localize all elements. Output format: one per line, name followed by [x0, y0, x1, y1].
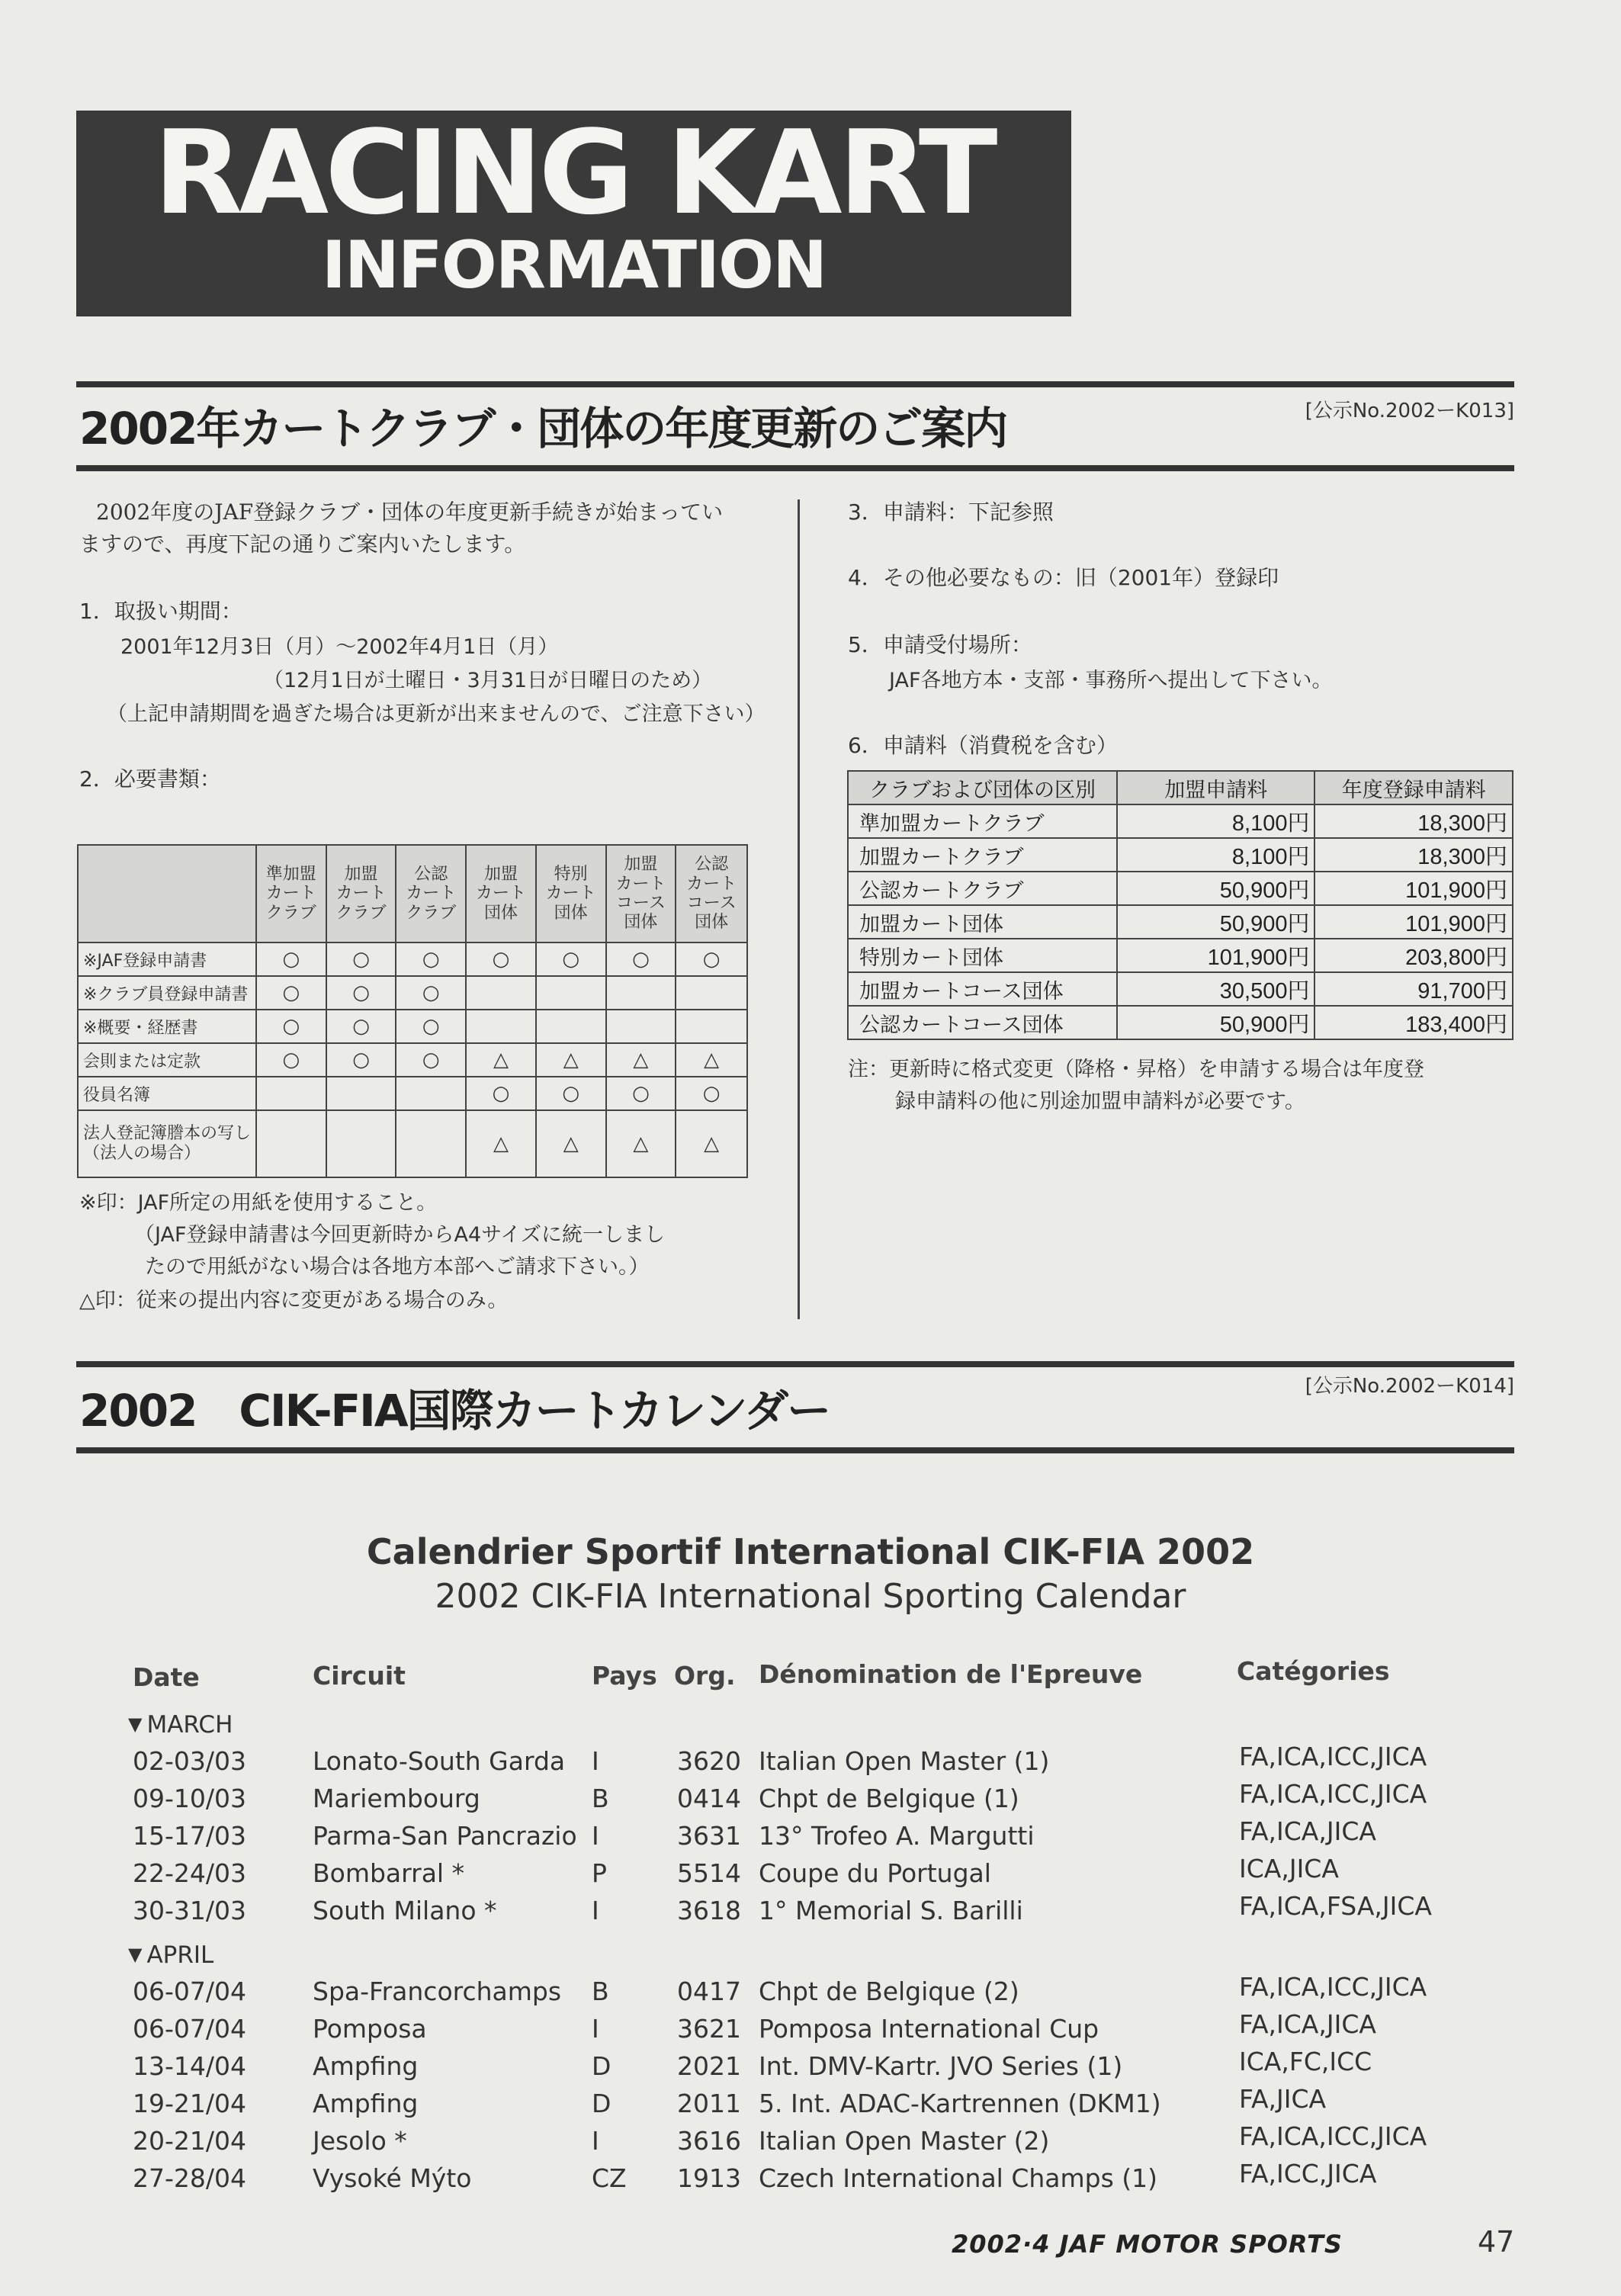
fee-table	[847, 770, 1513, 1040]
mark-cell: ○	[606, 1077, 676, 1110]
event-org: 3631	[677, 1821, 741, 1851]
table-row	[0, 2009, 1621, 2050]
event-circuit: Jesolo *	[313, 2126, 407, 2156]
table-row	[78, 1110, 747, 1177]
fee-join: 8,100円	[1117, 804, 1315, 838]
event-org: 0414	[677, 1784, 741, 1813]
event-country: B	[592, 1976, 609, 2006]
fee-join: 101,900円	[1117, 939, 1315, 972]
calendar-title-english: 2002 CIK-FIA International Sporting Calendar	[435, 1577, 1186, 1616]
row-label: 会則または定款	[78, 1043, 256, 1077]
event-org: 3620	[677, 1746, 741, 1776]
event-categories: FA,ICC,JICA	[1239, 2159, 1377, 2188]
item6-heading: 6．申請料（消費税を含む）	[848, 733, 1118, 758]
event-country: D	[592, 2089, 611, 2118]
mark-cell: △	[466, 1043, 536, 1077]
event-name: 5. Int. ADAC-Kartrennen (DKM1)	[759, 2089, 1161, 2118]
mark-cell: ○	[256, 1010, 326, 1043]
event-country: D	[592, 2051, 611, 2081]
banner-line1: RACING KART	[153, 105, 994, 240]
section1-top-rule	[76, 381, 1514, 387]
event-org: 3616	[677, 2126, 741, 2156]
item1-caution: （上記申請期間を過ぎた場合は更新が出来ませんので、ご注意下さい）	[107, 702, 766, 726]
event-circuit: Ampfing	[313, 2089, 419, 2118]
event-circuit: Vysoké Mýto	[313, 2163, 472, 2193]
table-row	[0, 1742, 1621, 1783]
fee-category: 加盟カート団体	[848, 905, 1117, 939]
section2-notice-number: [公示No.2002ーK014]	[1305, 1375, 1514, 1398]
table-row	[0, 2084, 1621, 2125]
mark-cell: ○	[256, 976, 326, 1010]
item3-fee: 3．申請料：下記参照	[848, 499, 1054, 525]
event-categories: FA,ICA,FSA,JICA	[1239, 1891, 1432, 1921]
event-circuit: South Milano *	[313, 1896, 497, 1925]
event-org: 2021	[677, 2051, 741, 2081]
event-country: P	[592, 1858, 607, 1888]
req-header-col7: 公認 カート コース 団体	[676, 845, 747, 942]
event-categories: FA,ICA,JICA	[1239, 2009, 1376, 2039]
event-circuit: Pomposa	[313, 2014, 427, 2044]
table-row	[0, 1972, 1621, 2013]
mark-cell	[466, 1010, 536, 1043]
section1-bottom-rule	[76, 465, 1514, 471]
fee-header-join: 加盟申請料	[1117, 771, 1315, 804]
row-label: 法人登記簿謄本の写し （法人の場合）	[78, 1110, 256, 1177]
fee-annual: 91,700円	[1314, 972, 1513, 1006]
fee-category: 準加盟カートクラブ	[848, 804, 1117, 838]
fee-category: 加盟カートコース団体	[848, 972, 1117, 1006]
event-name: Coupe du Portugal	[759, 1858, 991, 1888]
event-categories: FA,ICA,ICC,JICA	[1239, 1972, 1427, 2002]
fee-note-line1: 注：更新時に格式変更（降格・昇格）を申請する場合は年度登	[848, 1058, 1424, 1081]
fee-join: 8,100円	[1117, 838, 1315, 872]
event-name: Chpt de Belgique (2)	[759, 1976, 1019, 2006]
mark-cell: △	[606, 1110, 676, 1177]
fee-annual: 101,900円	[1314, 905, 1513, 939]
event-circuit: Lonato-South Garda	[313, 1746, 566, 1776]
table-row	[78, 942, 747, 976]
footer-magazine-name: 2002·4 JAF MOTOR SPORTS	[952, 2230, 1343, 2259]
event-org: 5514	[677, 1858, 741, 1888]
fee-join: 50,900円	[1117, 905, 1315, 939]
event-categories: ICA,JICA	[1239, 1854, 1339, 1883]
item1-reason: （12月1日が土曜日・3月31日が日曜日のため）	[263, 669, 713, 692]
mark-cell: ○	[396, 976, 466, 1010]
req-header-col4: 加盟 カート 団体	[466, 845, 536, 942]
mark-cell	[256, 1110, 326, 1177]
mark-cell: ○	[676, 1077, 747, 1110]
item5-body: JAF各地方本・支部・事務所へ提出して下さい。	[889, 669, 1333, 692]
event-categories: FA,ICA,JICA	[1239, 1816, 1376, 1846]
mark-cell: ○	[256, 942, 326, 976]
event-date: 06-07/04	[133, 2014, 246, 2044]
event-name: Chpt de Belgique (1)	[759, 1784, 1019, 1813]
intro-line2: ますので、再度下記の通りご案内いたします。	[79, 531, 526, 557]
intro-line1: 2002年度のJAF登録クラブ・団体の年度更新手続きが始まってい	[96, 499, 724, 525]
fee-annual: 18,300円	[1314, 804, 1513, 838]
event-categories: FA,ICA,ICC,JICA	[1239, 1779, 1427, 1809]
mark-cell: ○	[676, 942, 747, 976]
mark-cell	[326, 1110, 396, 1177]
req-header-col5: 特別 カート 団体	[536, 845, 606, 942]
mark-cell	[676, 1010, 747, 1043]
triangle-down-icon: ▼	[128, 1944, 143, 1965]
fee-category: 公認カートコース団体	[848, 1006, 1117, 1039]
table-row	[78, 1043, 747, 1077]
event-circuit: Bombarral *	[313, 1858, 465, 1888]
row-label: 役員名簿	[78, 1077, 256, 1110]
table-row	[0, 1854, 1621, 1895]
event-circuit: Mariembourg	[313, 1784, 480, 1813]
event-categories: ICA,FC,ICC	[1239, 2047, 1372, 2076]
event-country: I	[592, 2126, 599, 2156]
mark-cell: ○	[326, 1043, 396, 1077]
header-circuit: Circuit	[313, 1661, 406, 1691]
section2-title: 2002 CIK-FIA国際カートカレンダー	[79, 1385, 830, 1437]
page-number: 47	[1478, 2225, 1515, 2259]
fee-note-line2: 録申請料の他に別途加盟申請料が必要です。	[895, 1090, 1305, 1113]
mark-cell: ○	[326, 942, 396, 976]
mark-cell: △	[466, 1110, 536, 1177]
mark-cell: ○	[396, 1010, 466, 1043]
event-org: 2011	[677, 2089, 741, 2118]
event-date: 02-03/03	[133, 1746, 246, 1776]
table-row	[848, 804, 1513, 838]
table-row	[848, 838, 1513, 872]
header-org: Org.	[674, 1661, 736, 1691]
mark-cell: ○	[466, 942, 536, 976]
mark-cell	[466, 976, 536, 1010]
req-header-col6: 加盟 カート コース 団体	[606, 845, 676, 942]
mark-cell	[606, 976, 676, 1010]
table-row	[848, 972, 1513, 1006]
mark-cell: △	[676, 1043, 747, 1077]
header-pays: Pays	[592, 1661, 657, 1691]
mark-cell	[606, 1010, 676, 1043]
fee-category: 加盟カートクラブ	[848, 838, 1117, 872]
fee-header-annual: 年度登録申請料	[1314, 771, 1513, 804]
mark-cell: ○	[326, 1010, 396, 1043]
mark-cell: ○	[396, 1043, 466, 1077]
mark-cell: ○	[536, 1077, 606, 1110]
event-date: 15-17/03	[133, 1821, 246, 1851]
event-name: Int. DMV-Kartr. JVO Series (1)	[759, 2051, 1123, 2081]
table-row	[0, 2159, 1621, 2200]
mark-cell: △	[606, 1043, 676, 1077]
banner-line2: INFORMATION	[321, 227, 827, 303]
event-date: 19-21/04	[133, 2089, 246, 2118]
mark-cell	[396, 1110, 466, 1177]
event-circuit: Spa-Francorchamps	[313, 1976, 562, 2006]
event-name: Italian Open Master (2)	[759, 2126, 1050, 2156]
fee-join: 50,900円	[1117, 1006, 1315, 1039]
mark-cell: ○	[466, 1077, 536, 1110]
header-event-name: Dénomination de l'Epreuve	[759, 1659, 1143, 1689]
column-divider	[798, 499, 800, 1319]
event-country: I	[592, 1821, 599, 1851]
mark-cell	[536, 1010, 606, 1043]
required-documents-table	[77, 844, 748, 1178]
event-name: 1° Memorial S. Barilli	[759, 1896, 1023, 1925]
req-header-col3: 公認 カート クラブ	[396, 845, 466, 942]
fee-header-category: クラブおよび団体の区別	[848, 771, 1117, 804]
fee-table-header-row	[848, 771, 1513, 804]
event-name: Pomposa International Cup	[759, 2014, 1099, 2044]
mark-cell: ○	[396, 942, 466, 976]
event-name: Czech International Champs (1)	[759, 2163, 1158, 2193]
mark-cell	[256, 1077, 326, 1110]
table-row	[848, 939, 1513, 972]
item2-heading: 2．必要書類：	[79, 766, 221, 792]
table-row	[0, 2047, 1621, 2088]
table-row	[0, 1816, 1621, 1858]
note-mark-triangle: △印：従来の提出内容に変更がある場合のみ。	[79, 1289, 509, 1312]
table-row	[78, 976, 747, 1010]
event-categories: FA,ICA,ICC,JICA	[1239, 2121, 1427, 2151]
mark-cell	[396, 1077, 466, 1110]
triangle-down-icon: ▼	[128, 1713, 143, 1735]
event-name: Italian Open Master (1)	[759, 1746, 1050, 1776]
fee-annual: 203,800円	[1314, 939, 1513, 972]
section1-title: 2002年カートクラブ・団体の年度更新のご案内	[79, 403, 1007, 454]
fee-join: 50,900円	[1117, 872, 1315, 905]
item1-period: 2001年12月3日（月）～2002年4月1日（月）	[120, 635, 559, 659]
section1-notice-number: [公示No.2002ーK013]	[1305, 400, 1514, 422]
event-date: 20-21/04	[133, 2126, 246, 2156]
row-label: ※概要・経歴書	[78, 1010, 256, 1043]
event-country: B	[592, 1784, 609, 1813]
item5-heading: 5．申請受付場所：	[848, 632, 1032, 657]
mark-cell: △	[676, 1110, 747, 1177]
item4-other: 4．その他必要なもの：旧（2001年）登録印	[848, 565, 1279, 590]
event-date: 22-24/03	[133, 1858, 246, 1888]
note-mark-asterisk: ※印：JAF所定の用紙を使用すること。	[79, 1191, 438, 1215]
event-date: 09-10/03	[133, 1784, 246, 1813]
mark-cell	[536, 976, 606, 1010]
table-row	[848, 872, 1513, 905]
event-org: 0417	[677, 1976, 741, 2006]
mark-cell: ○	[536, 942, 606, 976]
event-country: I	[592, 1746, 599, 1776]
req-table-header-row	[78, 845, 747, 942]
event-date: 30-31/03	[133, 1896, 246, 1925]
event-org: 3621	[677, 2014, 741, 2044]
fee-category: 公認カートクラブ	[848, 872, 1117, 905]
req-header-col1: 準加盟 カート クラブ	[256, 845, 326, 942]
fee-annual: 18,300円	[1314, 838, 1513, 872]
event-country: CZ	[592, 2163, 627, 2193]
section2-bottom-rule	[76, 1447, 1514, 1453]
fee-category: 特別カート団体	[848, 939, 1117, 972]
row-label: ※クラブ員登録申請書	[78, 976, 256, 1010]
event-categories: FA,ICA,ICC,JICA	[1239, 1742, 1427, 1771]
event-categories: FA,JICA	[1239, 2084, 1327, 2114]
event-org: 1913	[677, 2163, 741, 2193]
mark-cell: △	[536, 1110, 606, 1177]
fee-annual: 183,400円	[1314, 1006, 1513, 1039]
mark-cell	[676, 976, 747, 1010]
event-org: 3618	[677, 1896, 741, 1925]
event-date: 06-07/04	[133, 1976, 246, 2006]
event-country: I	[592, 1896, 599, 1925]
section2-top-rule	[76, 1361, 1514, 1367]
racing-kart-banner	[76, 105, 1071, 316]
mark-cell: ○	[606, 942, 676, 976]
table-row	[0, 1779, 1621, 1820]
calendar-title-french: Calendrier Sportif International CIK-FIA 2002	[366, 1531, 1255, 1572]
event-circuit: Parma-San Pancrazio	[313, 1821, 577, 1851]
fee-annual: 101,900円	[1314, 872, 1513, 905]
mark-cell	[326, 1077, 396, 1110]
month-march: ▼ MARCH	[128, 1711, 233, 1739]
table-row	[848, 905, 1513, 939]
header-categories: Catégories	[1237, 1656, 1390, 1686]
req-header-blank	[78, 845, 256, 942]
event-name: 13° Trofeo A. Margutti	[759, 1821, 1035, 1851]
table-row	[78, 1077, 747, 1110]
req-header-col2: 加盟 カート クラブ	[326, 845, 396, 942]
mark-cell: ○	[326, 976, 396, 1010]
event-date: 13-14/04	[133, 2051, 246, 2081]
event-circuit: Ampfing	[313, 2051, 419, 2081]
month-april: ▼ APRIL	[128, 1941, 214, 1969]
table-row	[0, 1891, 1621, 1932]
table-row	[848, 1006, 1513, 1039]
table-row	[0, 2121, 1621, 2163]
row-label: ※JAF登録申請書	[78, 942, 256, 976]
header-date: Date	[133, 1662, 200, 1692]
note-a4-line2: たので用紙がない場合は各地方本部へご請求下さい。）	[145, 1255, 650, 1279]
event-country: I	[592, 2014, 599, 2044]
event-date: 27-28/04	[133, 2163, 246, 2193]
mark-cell: △	[536, 1043, 606, 1077]
fee-join: 30,500円	[1117, 972, 1315, 1006]
item1-heading: 1．取扱い期間：	[79, 599, 242, 624]
table-row	[78, 1010, 747, 1043]
note-a4-line1: （JAF登録申請書は今回更新時からA4サイズに統一しまし	[134, 1223, 665, 1247]
mark-cell: ○	[256, 1043, 326, 1077]
